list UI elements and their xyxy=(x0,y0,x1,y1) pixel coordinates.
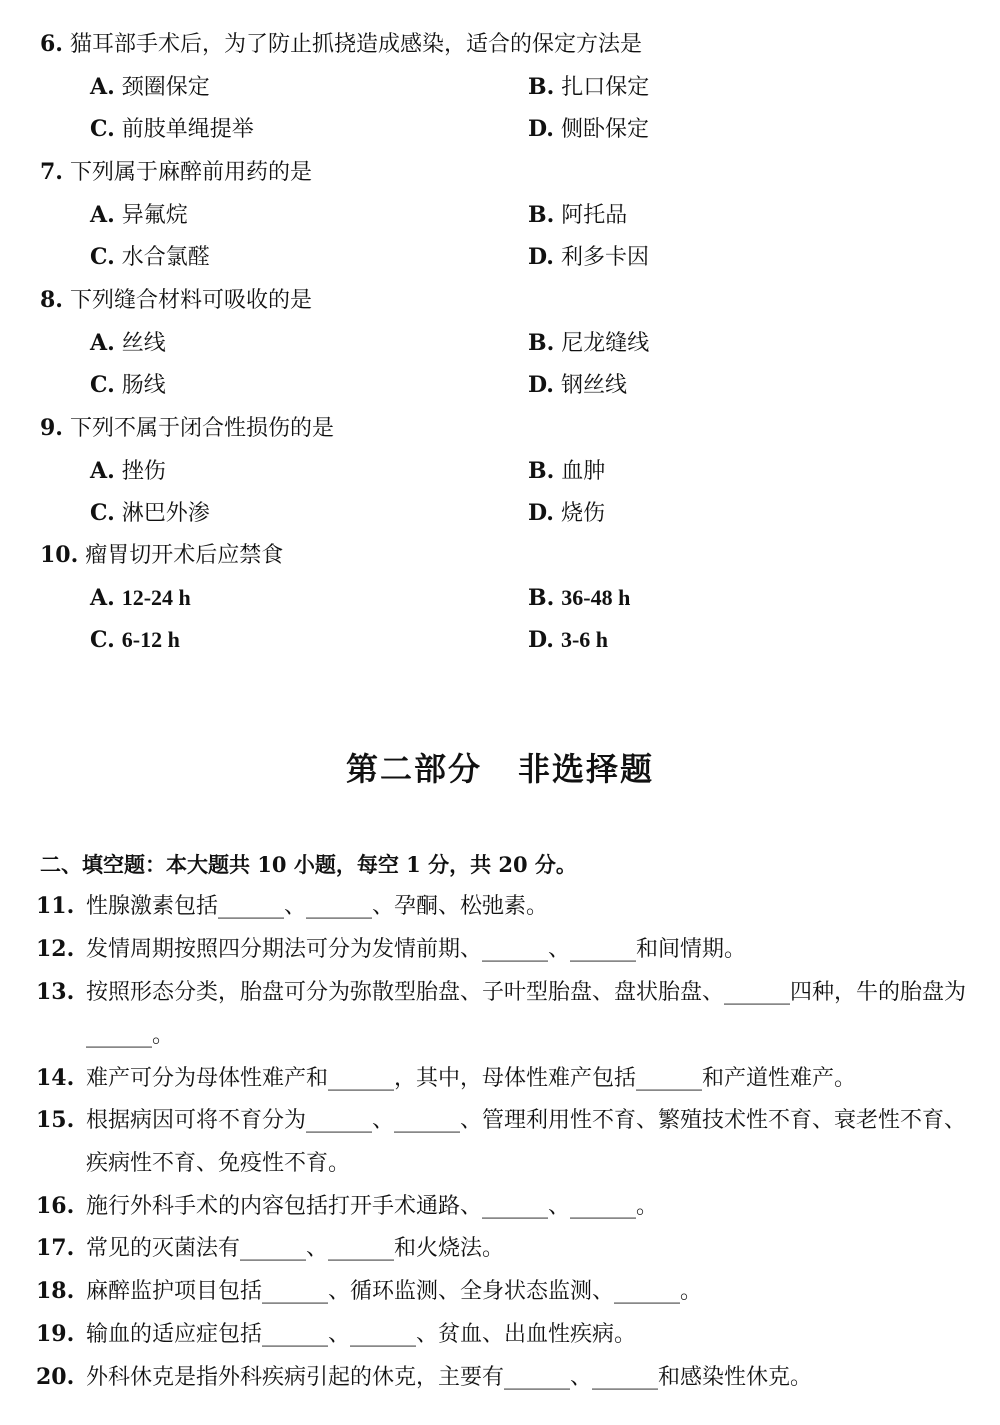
section-part: 第二部分 xyxy=(345,750,482,788)
question-text: 猫耳部手术后，为了防止抓挠造成感染，适合的保定方法是 xyxy=(69,32,642,57)
option-letter: A. xyxy=(90,74,115,100)
option-letter: B. xyxy=(528,74,555,100)
fill-question-14 xyxy=(36,1057,966,1100)
option-c xyxy=(90,240,210,274)
question-8 xyxy=(40,283,312,317)
option-c xyxy=(90,623,180,657)
option-text: 尼龙缝线 xyxy=(561,330,650,355)
option-letter: B. xyxy=(528,330,555,356)
option-letter: C. xyxy=(90,500,115,526)
question-text: 按照形态分类，胎盘可分为弥散型胎盘、子叶型胎盘、盘状胎盘、______四种，牛的胎盘为______。 xyxy=(86,980,967,1048)
option-text: 淋巴外渗 xyxy=(121,500,210,525)
question-number: 10. xyxy=(40,542,79,568)
fill-question-12 xyxy=(36,928,966,971)
option-text: 侧卧保定 xyxy=(560,116,649,141)
option-letter: D. xyxy=(528,500,554,526)
option-b xyxy=(528,326,649,360)
question-text: 难产可分为母体性难产和______，其中，母体性难产包括______和产道性难产。 xyxy=(86,1066,857,1091)
option-text: 水合氯醛 xyxy=(121,244,210,269)
option-text: 肠线 xyxy=(121,372,166,397)
option-b xyxy=(528,454,605,488)
option-letter: B. xyxy=(528,585,555,611)
option-b xyxy=(528,70,649,104)
option-b xyxy=(528,581,630,615)
question-number: 14. xyxy=(36,1065,75,1091)
fill-question-17 xyxy=(36,1227,966,1270)
question-text: 根据病因可将不育分为______、______、管理利用性不育、繁殖技术性不育、衰老性不育、疾病性不育、免疫性不育。 xyxy=(86,1108,967,1176)
question-text: 下列属于麻醉前用药的是 xyxy=(69,160,312,185)
option-text: 血肿 xyxy=(561,458,606,483)
question-text: 麻醉监护项目包括______、循环监测、全身状态监测、______。 xyxy=(86,1279,703,1304)
question-number: 16. xyxy=(36,1193,75,1219)
option-letter: B. xyxy=(528,458,555,484)
option-letter: D. xyxy=(528,372,554,398)
option-a xyxy=(90,198,188,232)
question-text: 下列缝合材料可吸收的是 xyxy=(69,288,312,313)
fill-question-16 xyxy=(36,1185,966,1228)
question-text: 施行外科手术的内容包括打开手术通路、______、______。 xyxy=(86,1194,659,1219)
option-text: 烧伤 xyxy=(560,500,605,525)
fill-question-18 xyxy=(36,1270,966,1313)
question-number: 9. xyxy=(40,415,63,441)
option-text: 利多卡因 xyxy=(560,244,649,269)
option-letter: D. xyxy=(528,627,554,653)
question-text: 常见的灭菌法有______、______和火烧法。 xyxy=(86,1236,505,1261)
option-letter: B. xyxy=(528,202,555,228)
option-letter: C. xyxy=(90,627,115,653)
question-9 xyxy=(40,411,334,445)
option-text: 异氟烷 xyxy=(121,202,188,227)
question-number: 11. xyxy=(36,893,75,919)
option-text: 3-6 h xyxy=(560,627,609,652)
option-letter: D. xyxy=(528,116,554,142)
option-letter: A. xyxy=(90,202,115,228)
option-letter: C. xyxy=(90,244,115,270)
section-name: 非选择题 xyxy=(518,750,655,788)
fill-question-13 xyxy=(36,971,966,1057)
option-text: 颈圈保定 xyxy=(121,74,210,99)
question-number: 19. xyxy=(36,1321,75,1347)
option-text: 12-24 h xyxy=(121,585,191,610)
option-d xyxy=(528,496,605,530)
option-letter: C. xyxy=(90,116,115,142)
option-d xyxy=(528,112,649,146)
option-text: 6-12 h xyxy=(121,627,180,652)
option-c xyxy=(90,496,210,530)
option-a xyxy=(90,581,191,615)
question-text: 下列不属于闭合性损伤的是 xyxy=(69,416,334,441)
option-text: 扎口保定 xyxy=(561,74,650,99)
question-number: 6. xyxy=(40,31,63,57)
option-text: 丝线 xyxy=(121,330,166,355)
section-title xyxy=(0,745,1000,793)
fill-question-20 xyxy=(36,1356,966,1399)
fill-question-19 xyxy=(36,1313,966,1356)
option-letter: C. xyxy=(90,372,115,398)
option-d xyxy=(528,368,627,402)
option-text: 阿托品 xyxy=(561,202,628,227)
fill-question-15 xyxy=(36,1099,966,1185)
question-number: 8. xyxy=(40,287,63,313)
option-text: 前肢单绳提举 xyxy=(121,116,254,141)
question-number: 7. xyxy=(40,159,63,185)
option-letter: D. xyxy=(528,244,554,270)
question-6 xyxy=(40,27,642,61)
question-number: 13. xyxy=(36,979,75,1005)
option-text: 挫伤 xyxy=(121,458,166,483)
question-text: 性腺激素包括______、______、孕酮、松弛素。 xyxy=(86,894,549,919)
option-c xyxy=(90,368,166,402)
option-a xyxy=(90,70,210,104)
option-letter: A. xyxy=(90,330,115,356)
fill-in-header: 二、填空题：本大题共 10 小题，每空 1 分，共 20 分。 xyxy=(40,852,577,877)
option-a xyxy=(90,326,166,360)
fill-question-11 xyxy=(36,885,966,928)
option-b xyxy=(528,198,627,232)
question-number: 18. xyxy=(36,1278,75,1304)
option-c xyxy=(90,112,254,146)
option-a xyxy=(90,454,166,488)
option-d xyxy=(528,240,649,274)
question-text: 输血的适应症包括______、______、贫血、出血性疾病。 xyxy=(86,1322,637,1347)
option-text: 36-48 h xyxy=(561,585,631,610)
question-number: 20. xyxy=(36,1364,75,1390)
question-text: 发情周期按照四分期法可分为发情前期、______、______和间情期。 xyxy=(86,937,747,962)
question-number: 17. xyxy=(36,1235,75,1261)
question-text: 瘤胃切开术后应禁食 xyxy=(85,543,284,568)
option-letter: A. xyxy=(90,585,115,611)
question-number: 12. xyxy=(36,936,75,962)
question-number: 15. xyxy=(36,1107,75,1133)
option-text: 钢丝线 xyxy=(560,372,627,397)
question-10 xyxy=(40,538,283,572)
option-letter: A. xyxy=(90,458,115,484)
question-7 xyxy=(40,155,312,189)
option-d xyxy=(528,623,608,657)
question-text: 外科休克是指外科疾病引起的休克，主要有______、______和感染性休克。 xyxy=(86,1365,813,1390)
